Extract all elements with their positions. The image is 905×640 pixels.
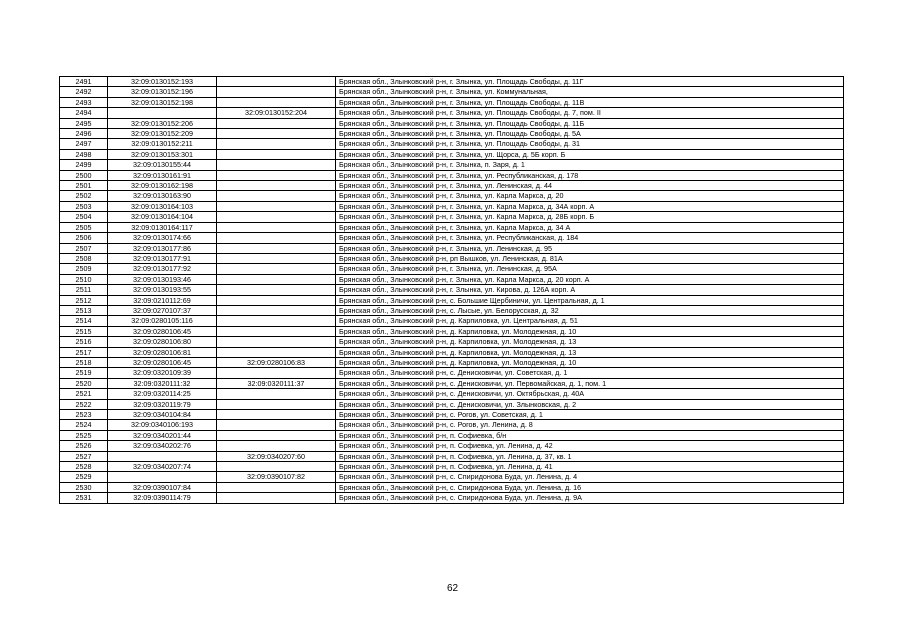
table-row xyxy=(60,316,844,326)
address-cell: Брянская обл., Злынковский р-н, г. Злынка, ул. Коммунальная, xyxy=(336,87,844,97)
cadastral-number-cell xyxy=(108,472,217,482)
table-row xyxy=(60,368,844,378)
address-cell: Брянская обл., Злынковский р-н, г. Злынка, ул. Кирова, д. 126А корп. А xyxy=(336,285,844,295)
cadastral-number-cell: 32:09:0280106:81 xyxy=(108,347,217,357)
cadastral-number-cell: 32:09:0130164:103 xyxy=(108,201,217,211)
table-row xyxy=(60,201,844,211)
row-number-cell: 2530 xyxy=(60,482,108,492)
address-cell: Брянская обл., Злынковский р-н, д. Карпиловка, ул. Центральная, д. 51 xyxy=(336,316,844,326)
cadastral-number-cell: 32:09:0130153:301 xyxy=(108,149,217,159)
address-cell: Брянская обл., Злынковский р-н, с. Большие Щербиничи, ул. Центральная, д. 1 xyxy=(336,295,844,305)
cadastral-number-cell xyxy=(108,451,217,461)
related-cadastral-number-cell xyxy=(217,129,336,139)
related-cadastral-number-cell: 32:09:0280106:83 xyxy=(217,357,336,367)
cadastral-number-cell: 32:09:0130152:209 xyxy=(108,129,217,139)
address-cell: Брянская обл., Злынковский р-н, г. Злынка, ул. Щорса, д. 5Б корп. Б xyxy=(336,149,844,159)
address-cell: Брянская обл., Злынковский р-н, с. Рогов, ул. Ленина, д. 8 xyxy=(336,420,844,430)
address-cell: Брянская обл., Злынковский р-н, с. Спиридонова Буда, ул. Ленина, д. 16 xyxy=(336,482,844,492)
page-number: 62 xyxy=(446,583,459,594)
row-number-cell: 2523 xyxy=(60,410,108,420)
cadastral-number-cell: 32:09:0270107:37 xyxy=(108,305,217,315)
table-row xyxy=(60,462,844,472)
related-cadastral-number-cell xyxy=(217,264,336,274)
table-row xyxy=(60,389,844,399)
related-cadastral-number-cell xyxy=(217,170,336,180)
row-number-cell: 2502 xyxy=(60,191,108,201)
row-number-cell: 2504 xyxy=(60,212,108,222)
related-cadastral-number-cell xyxy=(217,160,336,170)
table-row xyxy=(60,295,844,305)
address-cell: Брянская обл., Злынковский р-н, п. Софиевка, б/н xyxy=(336,430,844,440)
address-cell: Брянская обл., Злынковский р-н, д. Карпиловка, ул. Молодежная, д. 10 xyxy=(336,357,844,367)
table-row xyxy=(60,305,844,315)
table-row xyxy=(60,399,844,409)
cadastral-number-cell: 32:09:0340207:74 xyxy=(108,462,217,472)
cadastral-number-cell: 32:09:0130193:46 xyxy=(108,274,217,284)
row-number-cell: 2506 xyxy=(60,233,108,243)
related-cadastral-number-cell xyxy=(217,295,336,305)
row-number-cell: 2495 xyxy=(60,118,108,128)
related-cadastral-number-cell xyxy=(217,347,336,357)
table-row xyxy=(60,285,844,295)
cadastral-number-cell: 32:09:0340104:84 xyxy=(108,410,217,420)
address-cell: Брянская обл., Злынковский р-н, г. Злынка, ул. Площадь Свободы, д. 11В xyxy=(336,97,844,107)
related-cadastral-number-cell xyxy=(217,201,336,211)
row-number-cell: 2498 xyxy=(60,149,108,159)
address-cell: Брянская обл., Злынковский р-н, г. Злынка, ул. Площадь Свободы, д. 11Г xyxy=(336,77,844,87)
related-cadastral-number-cell: 32:09:0320111:37 xyxy=(217,378,336,388)
row-number-cell: 2529 xyxy=(60,472,108,482)
row-number-cell: 2527 xyxy=(60,451,108,461)
address-cell: Брянская обл., Злынковский р-н, г. Злынка, ул. Площадь Свободы, д. 7, пом. II xyxy=(336,108,844,118)
cadastral-number-cell: 32:09:0130164:117 xyxy=(108,222,217,232)
cadastral-number-cell: 32:09:0130155:44 xyxy=(108,160,217,170)
row-number-cell: 2508 xyxy=(60,253,108,263)
table-row xyxy=(60,482,844,492)
cadastral-number-cell: 32:09:0130163:90 xyxy=(108,191,217,201)
related-cadastral-number-cell xyxy=(217,139,336,149)
property-table xyxy=(59,76,844,504)
row-number-cell: 2511 xyxy=(60,285,108,295)
related-cadastral-number-cell xyxy=(217,222,336,232)
related-cadastral-number-cell xyxy=(217,430,336,440)
row-number-cell: 2494 xyxy=(60,108,108,118)
row-number-cell: 2521 xyxy=(60,389,108,399)
table-row xyxy=(60,410,844,420)
address-cell: Брянская обл., Злынковский р-н, с. Рогов, ул. Советская, д. 1 xyxy=(336,410,844,420)
related-cadastral-number-cell xyxy=(217,326,336,336)
cadastral-number-cell: 32:09:0320109:39 xyxy=(108,368,217,378)
table-row xyxy=(60,149,844,159)
table-row xyxy=(60,357,844,367)
row-number-cell: 2515 xyxy=(60,326,108,336)
table-row xyxy=(60,274,844,284)
address-cell: Брянская обл., Злынковский р-н, г. Злынка, ул. Республиканская, д. 178 xyxy=(336,170,844,180)
row-number-cell: 2522 xyxy=(60,399,108,409)
related-cadastral-number-cell xyxy=(217,233,336,243)
related-cadastral-number-cell xyxy=(217,243,336,253)
related-cadastral-number-cell: 32:09:0390107:82 xyxy=(217,472,336,482)
row-number-cell: 2525 xyxy=(60,430,108,440)
cadastral-number-cell: 32:09:0130177:86 xyxy=(108,243,217,253)
cadastral-number-cell: 32:09:0390107:84 xyxy=(108,482,217,492)
table-row xyxy=(60,493,844,503)
related-cadastral-number-cell: 32:09:0340207:60 xyxy=(217,451,336,461)
row-number-cell: 2501 xyxy=(60,181,108,191)
row-number-cell: 2513 xyxy=(60,305,108,315)
table-row xyxy=(60,212,844,222)
row-number-cell: 2528 xyxy=(60,462,108,472)
row-number-cell: 2518 xyxy=(60,357,108,367)
related-cadastral-number-cell xyxy=(217,97,336,107)
cadastral-number-cell: 32:09:0390114:79 xyxy=(108,493,217,503)
address-cell: Брянская обл., Злынковский р-н, с. Лысые, ул. Белорусская, д. 32 xyxy=(336,305,844,315)
cadastral-number-cell: 32:09:0130152:211 xyxy=(108,139,217,149)
related-cadastral-number-cell xyxy=(217,493,336,503)
row-number-cell: 2514 xyxy=(60,316,108,326)
cadastral-number-cell: 32:09:0280106:45 xyxy=(108,326,217,336)
row-number-cell: 2526 xyxy=(60,441,108,451)
cadastral-number-cell: 32:09:0130152:198 xyxy=(108,97,217,107)
row-number-cell: 2496 xyxy=(60,129,108,139)
address-cell: Брянская обл., Злынковский р-н, д. Карпиловка, ул. Молодежная, д. 10 xyxy=(336,326,844,336)
row-number-cell: 2524 xyxy=(60,420,108,430)
row-number-cell: 2503 xyxy=(60,201,108,211)
address-cell: Брянская обл., Злынковский р-н, г. Злынка, ул. Площадь Свободы, д. 31 xyxy=(336,139,844,149)
table-row xyxy=(60,222,844,232)
row-number-cell: 2499 xyxy=(60,160,108,170)
related-cadastral-number-cell xyxy=(217,253,336,263)
row-number-cell: 2500 xyxy=(60,170,108,180)
related-cadastral-number-cell xyxy=(217,389,336,399)
table-row xyxy=(60,472,844,482)
cadastral-number-cell: 32:09:0320119:79 xyxy=(108,399,217,409)
related-cadastral-number-cell xyxy=(217,420,336,430)
related-cadastral-number-cell xyxy=(217,462,336,472)
related-cadastral-number-cell xyxy=(217,285,336,295)
table-row xyxy=(60,118,844,128)
table-body xyxy=(60,77,844,504)
address-cell: Брянская обл., Злынковский р-н, рп Вышков, ул. Ленинская, д. 81А xyxy=(336,253,844,263)
cadastral-number-cell: 32:09:0130162:198 xyxy=(108,181,217,191)
row-number-cell: 2493 xyxy=(60,97,108,107)
cadastral-number-cell: 32:09:0130161:91 xyxy=(108,170,217,180)
address-cell: Брянская обл., Злынковский р-н, с. Денисковичи, ул. Первомайская, д. 1, пом. 1 xyxy=(336,378,844,388)
address-cell: Брянская обл., Злынковский р-н, с. Денисковичи, ул. Советская, д. 1 xyxy=(336,368,844,378)
row-number-cell: 2512 xyxy=(60,295,108,305)
address-cell: Брянская обл., Злынковский р-н, г. Злынка, ул. Ленинская, д. 95А xyxy=(336,264,844,274)
cadastral-number-cell: 32:09:0340106:193 xyxy=(108,420,217,430)
cadastral-number-cell: 32:09:0340202:76 xyxy=(108,441,217,451)
related-cadastral-number-cell xyxy=(217,149,336,159)
row-number-cell: 2519 xyxy=(60,368,108,378)
table-row xyxy=(60,378,844,388)
cadastral-number-cell: 32:09:0130177:92 xyxy=(108,264,217,274)
cadastral-number-cell: 32:09:0130193:55 xyxy=(108,285,217,295)
row-number-cell: 2516 xyxy=(60,337,108,347)
address-cell: Брянская обл., Злынковский р-н, п. Софиевка, ул. Ленина, д. 37, кв. 1 xyxy=(336,451,844,461)
address-cell: Брянская обл., Злынковский р-н, г. Злынка, ул. Карла Маркса, д. 34 А xyxy=(336,222,844,232)
cadastral-number-cell: 32:09:0280105:116 xyxy=(108,316,217,326)
cadastral-number-cell: 32:09:0130152:206 xyxy=(108,118,217,128)
table-row xyxy=(60,326,844,336)
cadastral-number-cell: 32:09:0280106:80 xyxy=(108,337,217,347)
row-number-cell: 2497 xyxy=(60,139,108,149)
address-cell: Брянская обл., Злынковский р-н, п. Софиевка, ул. Ленина, д. 42 xyxy=(336,441,844,451)
table-row xyxy=(60,243,844,253)
related-cadastral-number-cell xyxy=(217,337,336,347)
table-row xyxy=(60,420,844,430)
table-row xyxy=(60,97,844,107)
related-cadastral-number-cell xyxy=(217,482,336,492)
cadastral-number-cell: 32:09:0130164:104 xyxy=(108,212,217,222)
address-cell: Брянская обл., Злынковский р-н, с. Денисковичи, ул. Октябрьская, д. 40А xyxy=(336,389,844,399)
related-cadastral-number-cell xyxy=(217,410,336,420)
table-row xyxy=(60,87,844,97)
cadastral-number-cell: 32:09:0320114:25 xyxy=(108,389,217,399)
row-number-cell: 2492 xyxy=(60,87,108,97)
row-number-cell: 2520 xyxy=(60,378,108,388)
table-row xyxy=(60,430,844,440)
row-number-cell: 2509 xyxy=(60,264,108,274)
cadastral-number-cell: 32:09:0130152:196 xyxy=(108,87,217,97)
related-cadastral-number-cell xyxy=(217,87,336,97)
cadastral-number-cell: 32:09:0280106:45 xyxy=(108,357,217,367)
address-cell: Брянская обл., Злынковский р-н, г. Злынка, ул. Ленинская, д. 95 xyxy=(336,243,844,253)
table-row xyxy=(60,451,844,461)
row-number-cell: 2517 xyxy=(60,347,108,357)
table-row xyxy=(60,129,844,139)
related-cadastral-number-cell xyxy=(217,191,336,201)
address-cell: Брянская обл., Злынковский р-н, д. Карпиловка, ул. Молодежная, д. 13 xyxy=(336,347,844,357)
address-cell: Брянская обл., Злынковский р-н, с. Денисковичи, ул. Злынковская, д. 2 xyxy=(336,399,844,409)
related-cadastral-number-cell xyxy=(217,441,336,451)
table-row xyxy=(60,170,844,180)
row-number-cell: 2507 xyxy=(60,243,108,253)
table-row xyxy=(60,337,844,347)
cadastral-number-cell: 32:09:0130177:91 xyxy=(108,253,217,263)
related-cadastral-number-cell xyxy=(217,316,336,326)
address-cell: Брянская обл., Злынковский р-н, г. Злынка, ул. Карла Маркса, д. 20 корп. А xyxy=(336,274,844,284)
address-cell: Брянская обл., Злынковский р-н, п. Софиевка, ул. Ленина, д. 41 xyxy=(336,462,844,472)
row-number-cell: 2510 xyxy=(60,274,108,284)
related-cadastral-number-cell xyxy=(217,368,336,378)
row-number-cell: 2505 xyxy=(60,222,108,232)
related-cadastral-number-cell: 32:09:0130152:204 xyxy=(217,108,336,118)
cadastral-number-cell: 32:09:0210112:69 xyxy=(108,295,217,305)
table-row xyxy=(60,181,844,191)
cadastral-number-cell: 32:09:0340201:44 xyxy=(108,430,217,440)
table-row xyxy=(60,160,844,170)
table-row xyxy=(60,233,844,243)
table-row xyxy=(60,347,844,357)
row-number-cell: 2491 xyxy=(60,77,108,87)
address-cell: Брянская обл., Злынковский р-н, г. Злынка, ул. Площадь Свободы, д. 5А xyxy=(336,129,844,139)
table-row xyxy=(60,441,844,451)
address-cell: Брянская обл., Злынковский р-н, г. Злынка, ул. Карла Маркса, д. 20 xyxy=(336,191,844,201)
row-number-cell: 2531 xyxy=(60,493,108,503)
related-cadastral-number-cell xyxy=(217,212,336,222)
table-row xyxy=(60,264,844,274)
related-cadastral-number-cell xyxy=(217,118,336,128)
cadastral-number-cell: 32:09:0130174:66 xyxy=(108,233,217,243)
table-row xyxy=(60,108,844,118)
related-cadastral-number-cell xyxy=(217,181,336,191)
cadastral-number-cell: 32:09:0130152:193 xyxy=(108,77,217,87)
address-cell: Брянская обл., Злынковский р-н, г. Злынка, п. Заря, д. 1 xyxy=(336,160,844,170)
address-cell: Брянская обл., Злынковский р-н, д. Карпиловка, ул. Молодежная, д. 13 xyxy=(336,337,844,347)
table-row xyxy=(60,253,844,263)
related-cadastral-number-cell xyxy=(217,274,336,284)
related-cadastral-number-cell xyxy=(217,77,336,87)
address-cell: Брянская обл., Злынковский р-н, г. Злынка, ул. Площадь Свободы, д. 11Б xyxy=(336,118,844,128)
address-cell: Брянская обл., Злынковский р-н, г. Злынка, ул. Карла Маркса, д. 28Б корп. Б xyxy=(336,212,844,222)
address-cell: Брянская обл., Злынковский р-н, г. Злынка, ул. Республиканская, д. 184 xyxy=(336,233,844,243)
address-cell: Брянская обл., Злынковский р-н, с. Спиридонова Буда, ул. Ленина, д. 4 xyxy=(336,472,844,482)
address-cell: Брянская обл., Злынковский р-н, г. Злынка, ул. Ленинская, д. 44 xyxy=(336,181,844,191)
cadastral-number-cell: 32:09:0320111:32 xyxy=(108,378,217,388)
table-row xyxy=(60,139,844,149)
address-cell: Брянская обл., Злынковский р-н, с. Спиридонова Буда, ул. Ленина, д. 9А xyxy=(336,493,844,503)
address-cell: Брянская обл., Злынковский р-н, г. Злынка, ул. Карла Маркса, д. 34А корп. А xyxy=(336,201,844,211)
table-row xyxy=(60,77,844,87)
table-row xyxy=(60,191,844,201)
related-cadastral-number-cell xyxy=(217,305,336,315)
related-cadastral-number-cell xyxy=(217,399,336,409)
cadastral-number-cell xyxy=(108,108,217,118)
